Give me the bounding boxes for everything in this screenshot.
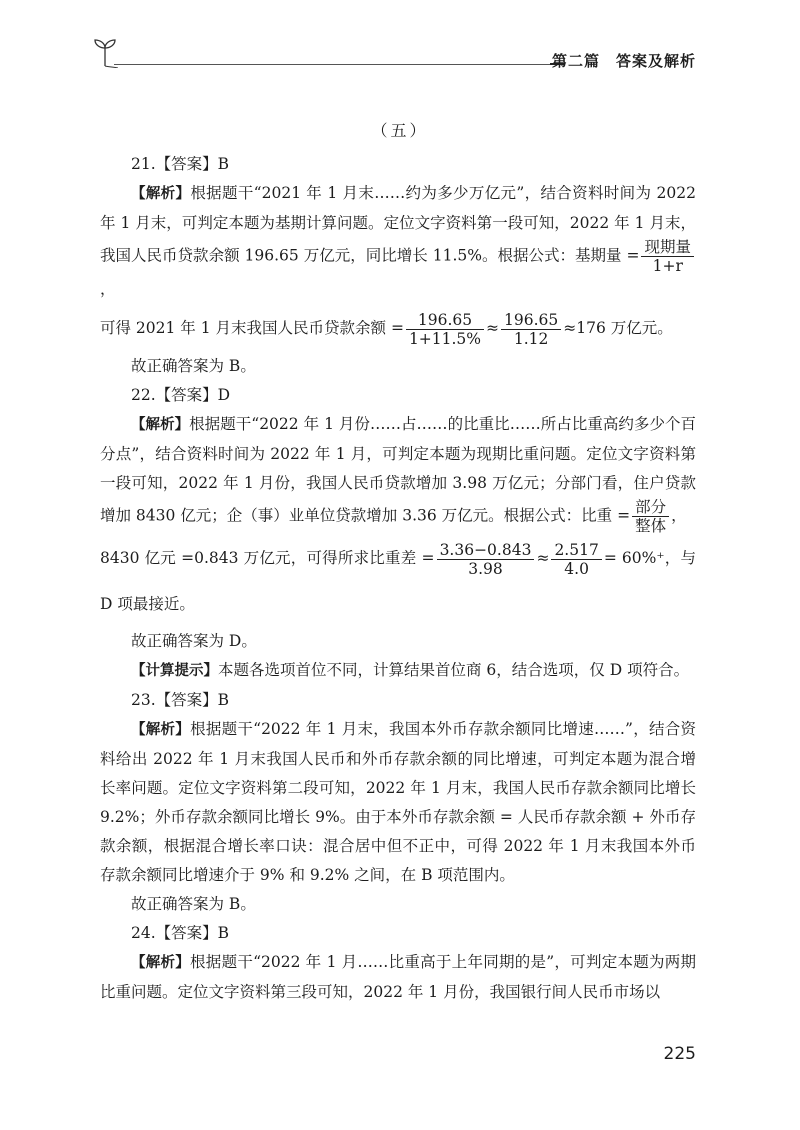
fraction-denominator: 整体 [635, 517, 667, 535]
answer-content [100, 150, 696, 1007]
q21-conclusion: 故正确答案为 B。 [131, 357, 256, 375]
q22-analysis [100, 410, 696, 535]
q21-formula-fraction [641, 238, 694, 275]
q22-calc-prefix: 8430 亿元 =0.843 万亿元，可得所求比重差 = [100, 549, 435, 567]
fraction-numerator: 196.65 [406, 311, 484, 330]
q24-analysis-text: 根据题干“2022 年 1 月……比重高于上年同期的是”，可判定本题为两期比重问题。定位文字资料第三段可知，2022 年 1 月份，我国银行间人民币市场以 [100, 953, 696, 1001]
q22-answer: 22.【答案】D [131, 386, 231, 404]
fraction-numerator: 196.65 [501, 311, 561, 330]
q24-answer: 24.【答案】B [131, 924, 230, 942]
q21-analysis-text: 根据题干“2021 年 1 月末……约为多少万亿元”，结合资料时间为 2022 年 1 月末，可判定本题为基期计算问题。定位文字资料第一段可知，2022 年 1 月末，我国人民币贷款余额 196.65 万亿元，同比增长 11.5%。根据公式：基期量 = [100, 184, 697, 265]
q22-analysis-text: 根据题干“2022 年 1 月份……占……的比重比……所占比重高约多少个百分点”，结合资料时间为 2022 年 1 月，可判定本题为现期比重问题。定位文字资料第一段可知，2022 年 1 月份，我国人民币贷款增加 3.98 万亿元；分部门看，住户贷款增加 8430 亿元；企（事）业单位贷款增加 3.36 万亿元。根据公式：比重 = [100, 415, 697, 525]
fraction-numerator: 2.517 [551, 541, 601, 560]
q23-answer: 23.【答案】B [131, 691, 230, 709]
fraction-numerator: 部分 [632, 498, 669, 517]
q23-analysis-text: 根据题干“2022 年 1 月末，我国本外币存款余额同比增速……”，结合资料给出 2022 年 1 月末我国人民币和外币存款余额的同比增速，可判定本题为混合增长率问题。定位文字资料第二段可知，2022 年 1 月末，我国人民币存款余额同比增长 9.2%；外币存款余额同比增长 9%。由于本外币存款余额 = 人民币存款余额 + 外币存款余额，根据混合增长率口诀：混合居中但不正中，可得 2022 年 1 月末我国本外币存款余额同比增速介于 9% 和 9.2% 之间，在 B 项范围内。 [100, 720, 696, 884]
q21-analysis [100, 179, 696, 304]
q21-answer: 21.【答案】B [131, 155, 230, 173]
q22-conclusion: 故正确答案为 D。 [131, 632, 257, 650]
q22-calc-fraction-2 [551, 541, 601, 578]
fraction-numerator: 现期量 [641, 238, 694, 257]
q21-calc-fraction-1 [406, 311, 484, 348]
q21-calc-prefix: 可得 2021 年 1 月末我国人民币贷款余额 = [100, 319, 404, 337]
fraction-denominator: 3.98 [468, 559, 503, 578]
fraction-denominator: 4.0 [564, 559, 589, 578]
approx-sign: ≈ [486, 319, 500, 337]
section-heading: （五） [371, 121, 429, 140]
q22-calc-fraction-1 [437, 541, 535, 578]
q23-analysis [100, 715, 696, 890]
q23-conclusion: 故正确答案为 B。 [131, 895, 256, 913]
running-header [92, 30, 696, 70]
q22-calculation [100, 535, 696, 627]
approx-sign: ≈ [536, 549, 550, 567]
fraction-denominator: 1.12 [513, 329, 549, 348]
q22-formula-fraction [632, 498, 669, 535]
q21-calculation [100, 304, 696, 352]
q21-calc-suffix: ≈176 万亿元。 [563, 319, 673, 337]
analysis-tag: 【解析】 [131, 955, 191, 971]
section-title: 第二篇 答案及解析 [551, 52, 696, 70]
header-rule [114, 64, 564, 65]
tip-tag: 【计算提示】 [131, 663, 218, 679]
analysis-tag: 【解析】 [131, 722, 191, 738]
analysis-tag: 【解析】 [131, 417, 190, 433]
q21-calc-fraction-2 [501, 311, 561, 348]
sprout-icon [92, 34, 118, 68]
analysis-tag: 【解析】 [131, 186, 191, 202]
q22-tip [100, 656, 696, 686]
fraction-denominator: 1+r [652, 257, 683, 275]
q21-formula-end: ， [100, 280, 116, 298]
page-number: 225 [663, 1044, 696, 1064]
q22-calc-suffix: = 60%⁺，与 D 项最接近。 [100, 549, 696, 613]
q22-formula-end: ， [671, 506, 687, 525]
q24-analysis [100, 948, 696, 1007]
fraction-denominator: 1+11.5% [408, 329, 482, 348]
fraction-numerator: 3.36−0.843 [437, 541, 535, 560]
q22-tip-text: 本题各选项首位不同，计算结果首位商 6，结合选项，仅 D 项符合。 [218, 661, 690, 679]
